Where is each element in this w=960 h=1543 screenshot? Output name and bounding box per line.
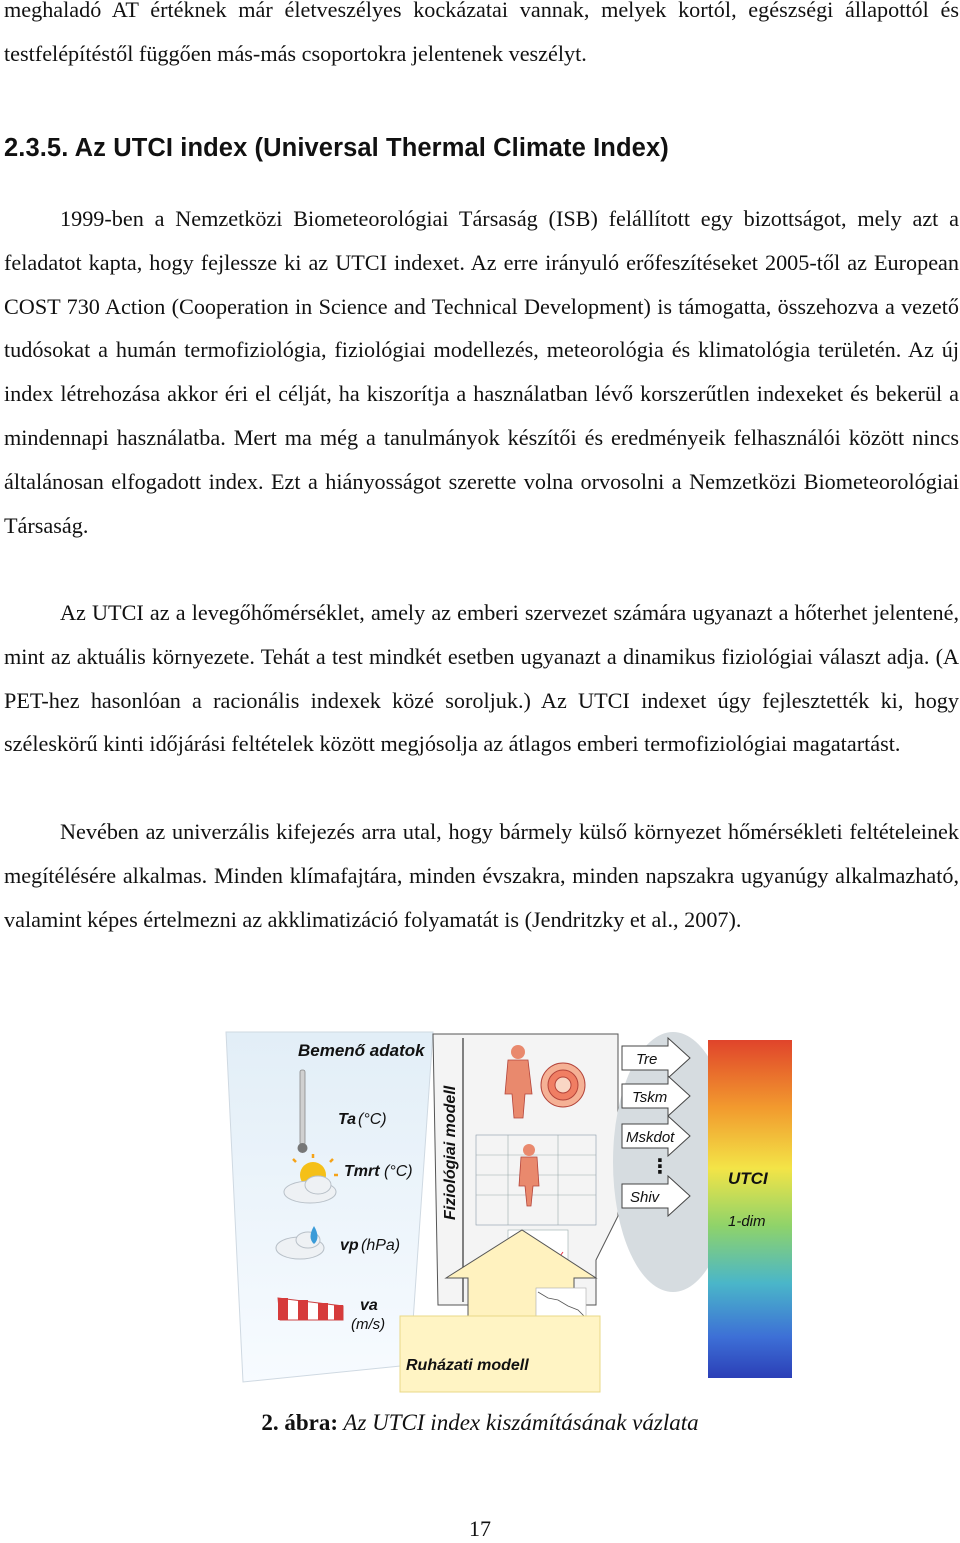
output-tskm: Tskm	[632, 1089, 668, 1106]
figure-caption	[0, 1410, 960, 1436]
input-ta-name: Ta	[338, 1111, 357, 1128]
output-tre: Tre	[636, 1051, 658, 1068]
input-ta-unit: (°C)	[358, 1111, 387, 1128]
page-number: 17	[469, 1516, 491, 1541]
section-heading: 2.3.5. Az UTCI index (Universal Thermal Climate Index)	[4, 134, 669, 162]
clothing-model-label: Ruházati modell	[406, 1357, 529, 1374]
paragraph-2: Az UTCI az a levegőhőmérséklet, amely az emberi szervezet számára ugyanazt a hőterhet jelentené, mint az aktuális környezete. Tehát a test mindkét esetben ugyanazt a dinamikus fiziológiai választ adja. (A PET-hez hasonlóan a racionális indexek közé soroljuk.) Az UTCI indexet úgy fejlesztették ki, hogy széleskörű kinti időjárási feltételek között megjósolja az átlagos emberi termofiziológiai magatartást.	[4, 600, 959, 757]
output-ellipsis: ⋮	[650, 1156, 670, 1178]
input-vp-unit: (hPa)	[361, 1237, 401, 1254]
physiological-model-label: Fiziológiai modell	[442, 1085, 459, 1220]
paragraph-3: Nevében az univerzális kifejezés arra utal, hogy bármely külső környezet hőmérsékleti feltételeinek megítélésére alkalmas. Minden klímafajtára, minden évszakra, minden napszakra ugyanúgy alkalmazható, valamint képes értelmezni az akklimatizáció folyamatát is (Jendritzky et al., 2007).	[4, 819, 959, 932]
clothing-model-panel	[400, 1316, 600, 1392]
body-segment-circle-icon	[541, 1063, 585, 1107]
utci-result-label: UTCI	[728, 1169, 768, 1188]
input-va-unit: (m/s)	[351, 1316, 386, 1333]
caption-text: Az UTCI index kiszámításának vázlata	[338, 1410, 699, 1435]
output-mskdot: Mskdot	[626, 1129, 675, 1146]
paragraph-1: 1999-ben a Nemzetközi Biometeorológiai Társaság (ISB) felállított egy bizottságot, mely azt a feladatot kapta, hogy fejlessze ki az UTCI indexet. Az erre irányuló erőfeszítéseket 2005-től az European COST 730 Action (Cooperation in Science and Technical Development) is támogatta, összehozva a vezető tudósokat a humán termofiziológia, fiziológiai modellezés, meteorológia és klimatológia területén. Az új index létrehozása akkor éri el célját, ha kiszorítja a használatban lévő korszerűtlen indexeket és bekerül a mindennapi használatba. Mert ma még a tanulmányok készítői és eredményeik felhasználói között nincs általánosan elfogadott index. Ezt a hiányosságot szerette volna orvosolni a Nemzetközi Biometeorológiai Társaság.	[4, 206, 959, 538]
input-tmrt-unit: (°C)	[384, 1163, 413, 1180]
clothing-chart-icon	[536, 1288, 586, 1318]
utci-color-bar	[708, 1040, 792, 1378]
intro-paragraph: meghaladó AT értéknek már életveszélyes kockázatai vannak, melyek kortól, egészségi állapottól és testfelépítéstől függően más-más csoportokra jelentenek veszélyt.	[4, 0, 959, 66]
utci-diagram	[218, 1030, 800, 1398]
input-data-title: Bemenő adatok	[298, 1041, 425, 1060]
input-tmrt-name: Tmrt	[344, 1163, 380, 1180]
output-shiv: Shiv	[630, 1189, 660, 1206]
input-vp-name: vp	[340, 1237, 359, 1254]
utci-result-sublabel: 1-dim	[728, 1213, 766, 1230]
input-va-name: va	[360, 1297, 378, 1314]
caption-label: 2. ábra:	[261, 1410, 339, 1435]
